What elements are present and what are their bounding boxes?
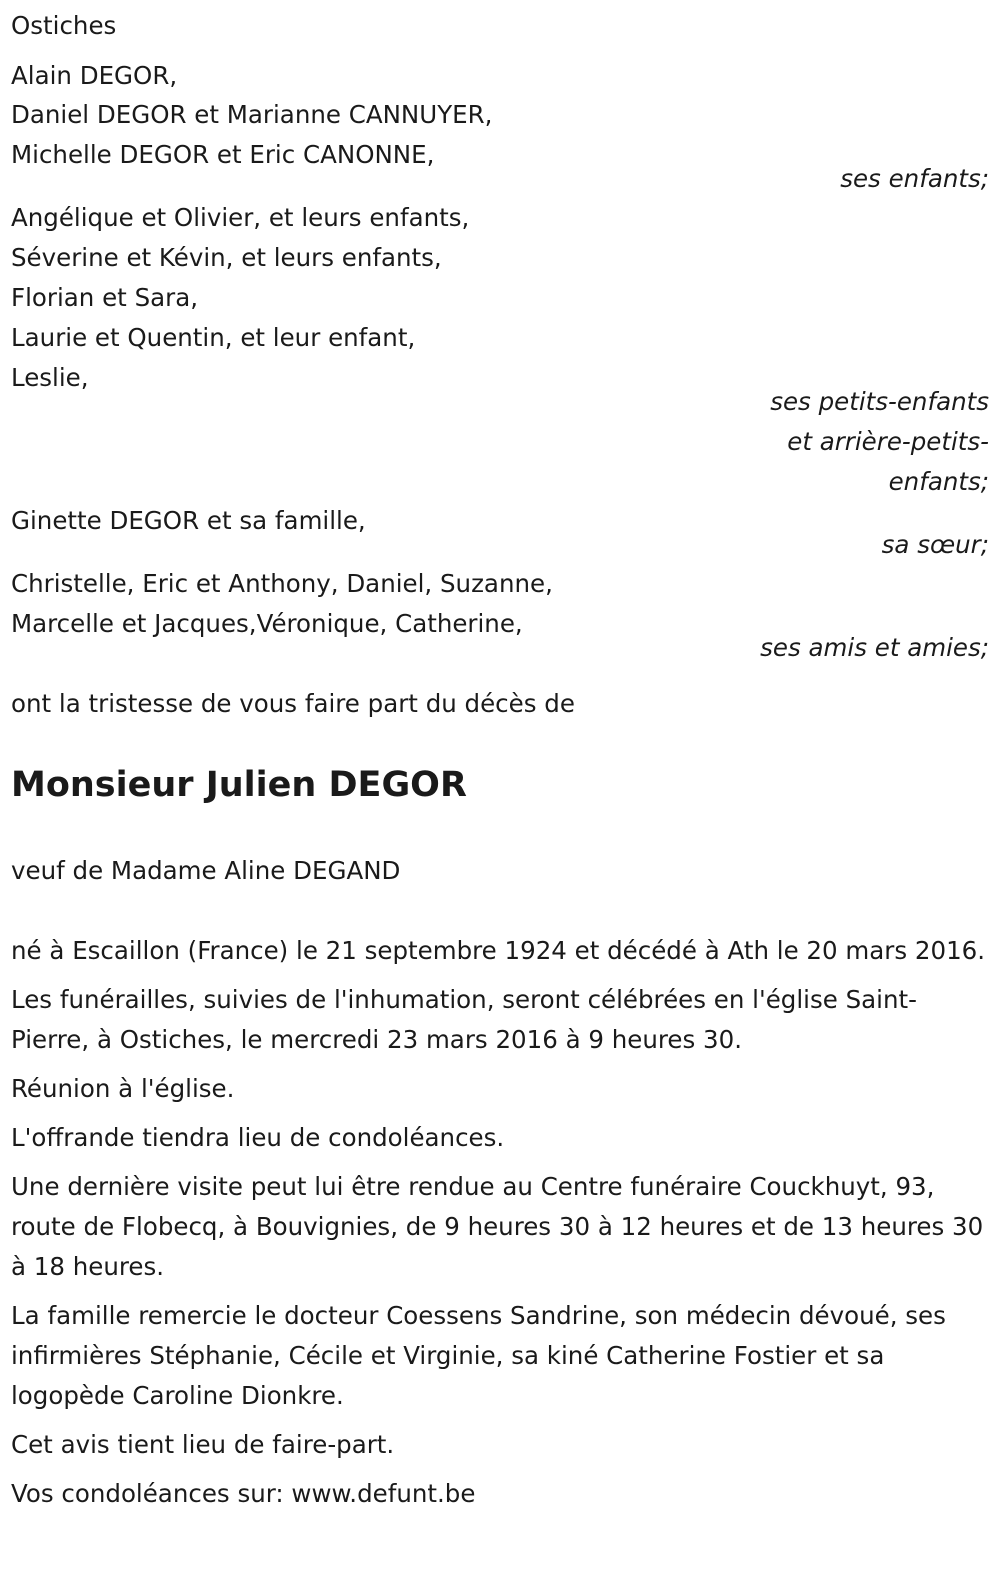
sister-line: Ginette DEGOR et sa famille, [11,506,366,535]
condolences-link[interactable]: Vos condoléances sur: www.defunt.be [11,1479,476,1508]
role-grandchildren: enfants; [888,467,989,496]
role-sister: sa sœur; [881,530,989,559]
role-grandchildren: et arrière-petits- [787,427,989,456]
grandchild-line: Angélique et Olivier, et leurs enfants, [11,203,470,232]
meeting-paragraph: Réunion à l'église. [11,1074,235,1103]
notice-paragraph: Cet avis tient lieu de faire-part. [11,1430,395,1459]
friends-line: Marcelle et Jacques,Véronique, Catherine, [11,609,523,638]
grandchild-line: Laurie et Quentin, et leur enfant, [11,323,416,352]
child-line: Michelle DEGOR et Eric CANONNE, [11,140,435,169]
location: Ostiches [11,11,117,40]
grandchild-line: Florian et Sara, [11,283,199,312]
role-grandchildren: ses petits-enfants [770,387,989,416]
role-children: ses enfants; [840,164,989,193]
child-line: Daniel DEGOR et Marianne CANNUYER, [11,100,493,129]
child-line: Alain DEGOR, [11,61,178,90]
visit-paragraph: Une dernière visite peut lui être rendue au Centre funéraire Couckhuyt, 93, route de Flobecq, à Bouvignies, de 9 heures 30 à 12 heures et de 13 heures 30 à 18 heures. [11,1172,984,1281]
grandchild-line: Leslie, [11,363,89,392]
thanks-paragraph: La famille remercie le docteur Coessens Sandrine, son médecin dévoué, ses infirmières Stéphanie, Cécile et Virginie, sa kiné Catherine Fostier et sa logopède Caroline Dionkre. [11,1301,946,1410]
offering-paragraph: L'offrande tiendra lieu de condoléances. [11,1123,505,1152]
widower-of: veuf de Madame Aline DEGAND [11,856,401,885]
grandchild-line: Séverine et Kévin, et leurs enfants, [11,243,442,272]
role-friends: ses amis et amies; [760,633,989,662]
details-block [11,931,986,1514]
friends-line: Christelle, Eric et Anthony, Daniel, Suzanne, [11,569,553,598]
deceased-name: Monsieur Julien DEGOR [11,765,467,805]
announcement: ont la tristesse de vous faire part du décès de [11,689,575,718]
birth-death-paragraph: né à Escaillon (France) le 21 septembre 1924 et décédé à Ath le 20 mars 2016. [11,936,986,965]
funeral-paragraph: Les funérailles, suivies de l'inhumation, seront célébrées en l'église Saint-Pierre, à Ostiches, le mercredi 23 mars 2016 à 9 heures 30. [11,985,917,1054]
